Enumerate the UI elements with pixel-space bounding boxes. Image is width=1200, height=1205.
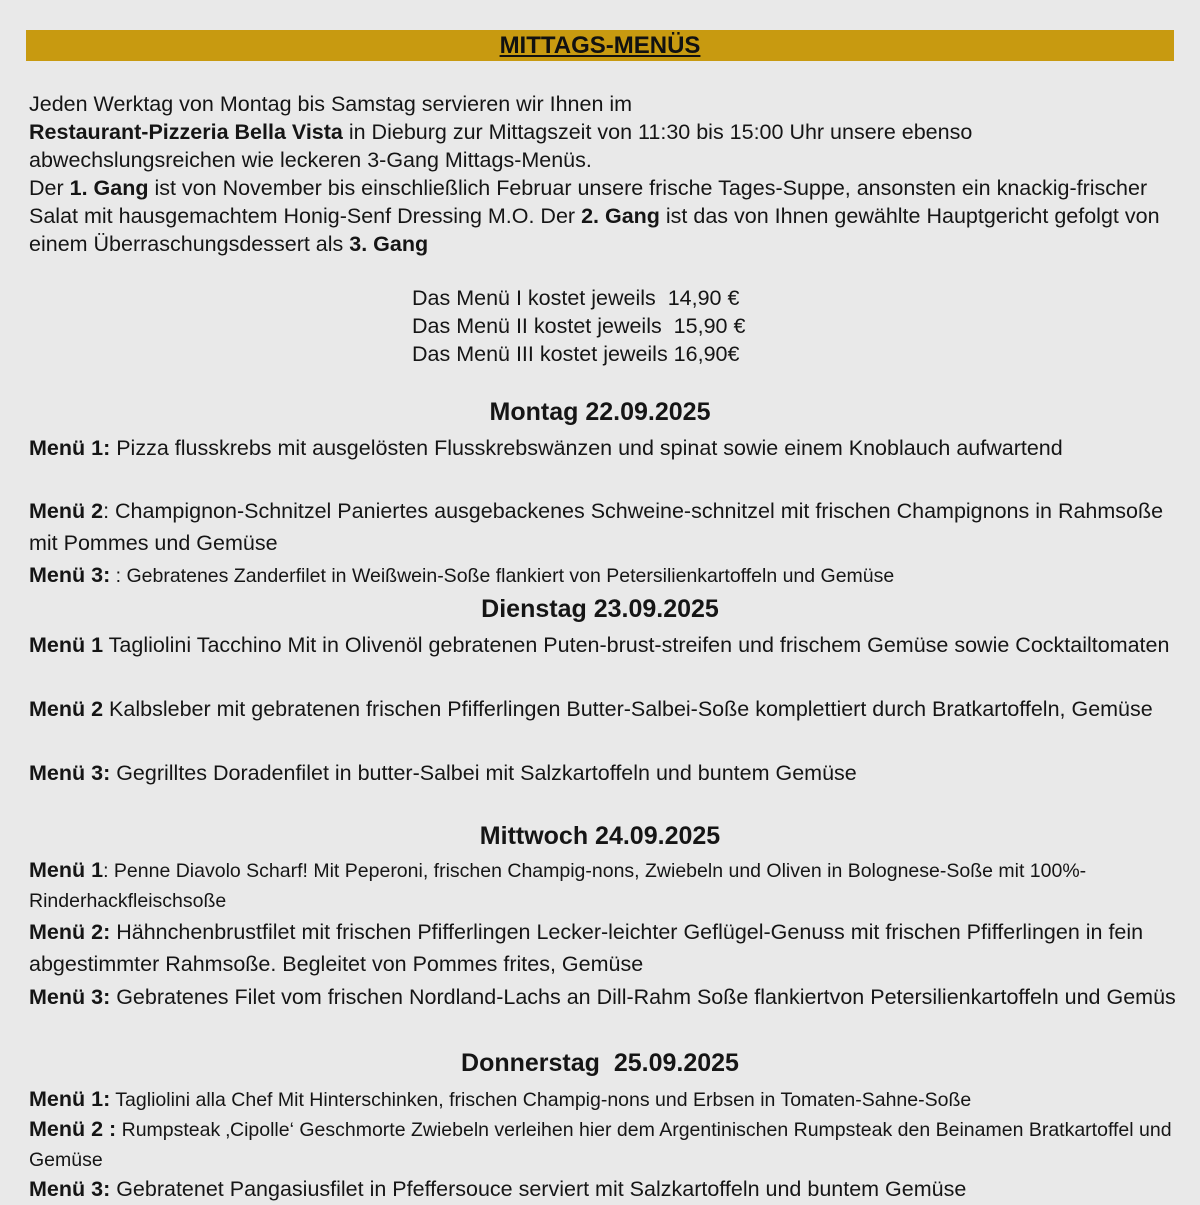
menu-description: Gegrilltes Doradenfilet in butter-Salbei mit Salzkartoffeln und buntem Gemüse [110, 761, 857, 785]
menu-item [29, 559, 1179, 592]
menu-label: Menü 2 : [29, 1117, 117, 1141]
menu-description: : Penne Diavolo Scharf! Mit Peperoni, frischen Champig-nons, Zwiebeln und Oliven in Bolognese-Soße mit 100%-Rinderhackfleischsoße [29, 860, 1087, 912]
menu-description: Hähnchenbrustfilet mit frischen Pfifferlingen Lecker-leichter Geflügel-Genuss mit frischen Pfifferlingen in fein abgestimmter Rahmsoße. Begleitet von Pommes frites, Gemüse [29, 920, 1144, 976]
menu-label: Menü 2 [29, 697, 104, 721]
menu-item [29, 981, 1179, 1013]
menu-description: Kalbsleber mit gebratenen frischen Pfifferlingen Butter-Salbei-Soße komplettiert durch Bratkartoffeln, Gemüse [103, 697, 1153, 721]
menu-label: Menü 3: [29, 985, 111, 1009]
menu-description: Pizza flusskrebs mit ausgelösten Flusskrebswänzen und spinat sowie einem Knoblauch aufwartend [110, 436, 1063, 460]
intro-line-2 [29, 118, 1179, 146]
price-menu-2: Das Menü II kostet jeweils 15,90 € [412, 314, 746, 338]
day-heading-mittwoch: Mittwoch 24.09.2025 [479, 822, 721, 850]
course-2-label: 2. Gang [581, 204, 660, 228]
intro-courses-a: Der [29, 176, 70, 200]
intro-line-1: Jeden Werktag von Montag bis Samstag servieren wir Ihnen im [29, 92, 633, 116]
menu-label: Menü 1: [29, 1087, 111, 1111]
price-list [412, 284, 912, 368]
intro-line-3: abwechslungsreichen wie leckeren 3-Gang Mittags-Menüs. [29, 148, 592, 172]
menu-item [29, 495, 1179, 559]
menu-label: Menü 1: [29, 436, 111, 460]
day-heading-dienstag: Dienstag 23.09.2025 [481, 595, 719, 623]
menu-item [29, 855, 1179, 916]
day-heading-montag: Montag 22.09.2025 [489, 398, 711, 426]
intro-courses-b: ist von November bis einschließlich Februar unsere frische Tages-Suppe, ansonsten ein knackig-frischer Salat mit hausgemachtem Honig-Senf Dressing M.O. Der [29, 176, 1148, 228]
course-3-label: 3. Gang [349, 232, 429, 256]
menu-description: : Gebratenes Zanderfilet in Weißwein-Soße flankiert von Petersilienkartoffeln und Gemüse [110, 565, 895, 587]
restaurant-name: Restaurant-Pizzeria Bella Vista [29, 120, 343, 144]
menu-label: Menü 2 [29, 499, 104, 523]
menu-item [29, 916, 1179, 980]
menu-label: Menü 3: [29, 761, 111, 785]
menu-description: Gebratenet Pangasiusfilet in Pfeffersouce serviert mit Salzkartoffeln und buntem Gemüse [110, 1177, 967, 1201]
day-heading-donnerstag: Donnerstag 25.09.2025 [461, 1049, 739, 1077]
menu-item [29, 1083, 1179, 1116]
menu-description: Tagliolini alla Chef Mit Hinterschinken, frischen Champig-nons und Erbsen in Tomaten-Sahne-Soße [110, 1089, 972, 1111]
menu-label: Menü 3: [29, 1177, 111, 1201]
menu-item [29, 757, 1179, 789]
page-title: MITTAGS-MENÜS [26, 30, 1174, 61]
menu-item [29, 1173, 1179, 1205]
menu-description: : Champignon-Schnitzel Paniertes ausgebackenes Schweine-schnitzel mit frischen Champignons in Rahmsoße mit Pommes und Gemüse [29, 499, 1164, 555]
menu-item [29, 432, 1179, 464]
menu-description: Rumpsteak ‚Cipolle‘ Geschmorte Zwiebeln verleihen hier dem Argentinischen Rumpsteak den Beinamen Bratkartoffel und Gemüse [29, 1119, 1172, 1171]
menu-label: Menü 2: [29, 920, 111, 944]
price-menu-3: Das Menü III kostet jeweils 16,90€ [412, 342, 740, 366]
intro-courses-c: ist das von Ihnen gewählte Hauptgericht gefolgt von einem Überraschungsdessert als [29, 204, 1160, 256]
intro-text [29, 90, 1179, 258]
menu-description: Tagliolini Tacchino Mit in Olivenöl gebratenen Puten-brust-streifen und frischem Gemüse sowie Cocktailtomaten [103, 633, 1170, 657]
intro-courses [29, 174, 1179, 258]
menu-item [29, 629, 1179, 661]
menu-label: Menü 1 [29, 633, 104, 657]
menu-item [29, 1114, 1179, 1175]
menu-description: Gebratenes Filet vom frischen Nordland-Lachs an Dill-Rahm Soße flankiertvon Petersilienkartoffeln und Gemüs [110, 985, 1176, 1009]
menu-label: Menü 3: [29, 563, 111, 587]
menu-label: Menü 1 [29, 858, 104, 882]
price-menu-1: Das Menü I kostet jeweils 14,90 € [412, 286, 740, 310]
course-1-label: 1. Gang [69, 176, 149, 200]
menu-item [29, 693, 1179, 725]
intro-line-2-rest: in Dieburg zur Mittagszeit von 11:30 bis 15:00 Uhr unsere ebenso [342, 120, 973, 144]
